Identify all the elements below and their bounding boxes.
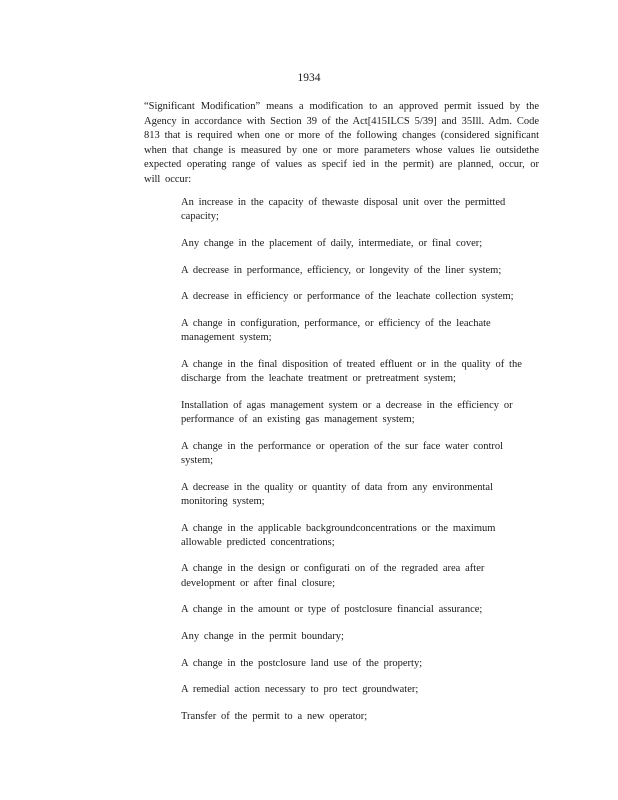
list-item: A change in the design or configurati on of the regraded area after development or after final closure; (181, 563, 485, 589)
list-item: A decrease in the quality or quantity of data from any environmental monitoring system; (181, 481, 493, 507)
list-item: A change in the applicable backgroundconcentrations or the maximum allowable predicted concentrations; (181, 522, 496, 548)
list-item: Transfer of the permit to a new operator; (181, 711, 368, 723)
list-item: Any change in the placement of daily, intermediate, or final cover; (181, 237, 483, 249)
list-item: Any change in the permit boundary; (181, 631, 344, 643)
list-item: An increase in the capacity of thewaste disposal unit over the permitted capacity; (181, 197, 506, 223)
list-item: A change in the final disposition of treated effluent or in the quality of the discharge from the leachate treatment or pretreatment system; (181, 358, 522, 385)
list-item: A change in the postclosure land use of the property; (181, 657, 423, 669)
list-item: A decrease in performance, efficiency, or longevity of the liner system; (181, 264, 502, 276)
list-item: A change in configuration, performance, or efficiency of the leachate management system; (181, 318, 491, 344)
definition-paragraph: “Significant Modification” means a modification to an approved permit issued by the Agency in accordance with Section 39 of the Act[415ILCS 5/39] and 35Ill. Adm. Code 813 that is required when one or more of the following changes (considered significant when that change is measured by one or more parameters whose values lie outsidethe expected operating range of values as specif ied in the permit) are planned, occur, or will occur: (144, 101, 539, 185)
changes-list (181, 196, 539, 737)
list-item: A change in the performance or operation of the sur face water control system; (181, 440, 504, 466)
list-item: A decrease in efficiency or performance of the leachate collection system; (181, 291, 514, 303)
list-item: A remedial action necessary to pro tect groundwater; (181, 684, 419, 696)
page-number: 1934 (297, 72, 321, 84)
list-item: Installation of agas management system or a decrease in the efficiency or performance of an existing gas management system; (181, 399, 513, 426)
list-item: A change in the amount or type of postclosure financial assurance; (181, 604, 483, 616)
